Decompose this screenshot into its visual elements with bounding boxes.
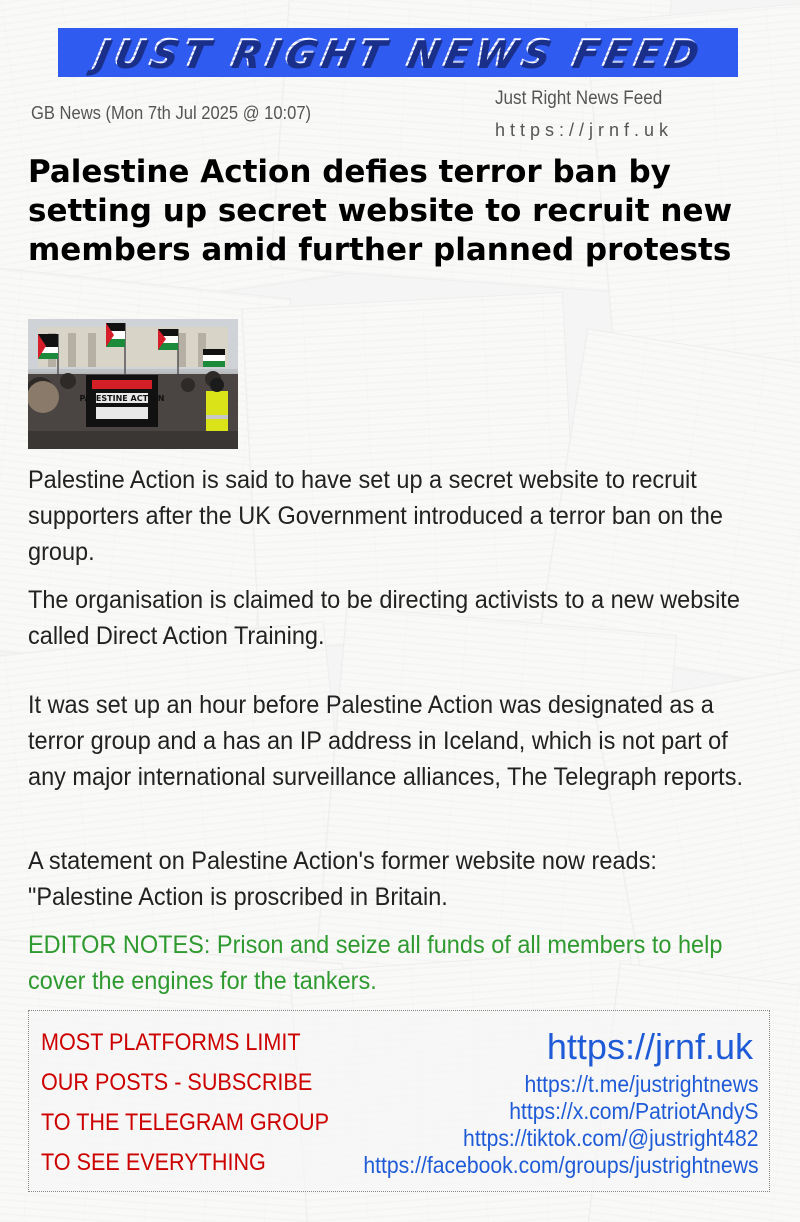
site-banner[interactable] [58, 28, 738, 77]
editor-notes: EDITOR NOTES: Prison and seize all funds of all members to help cover the engines for the tankers. [28, 931, 723, 995]
article-paragraph: It was set up an hour before Palestine Action was designated as a terror group and a has an IP address in Iceland, which is not part of any major international surveillance alliances, The Telegraph reports. [28, 691, 743, 791]
source-and-date: GB News (Mon 7th Jul 2025 @ 10:07) [31, 103, 312, 123]
banner-title: JUST RIGHT NEWS FEED [89, 30, 707, 75]
brand-url[interactable]: https://jrnf.uk [495, 120, 674, 140]
brand-name: Just Right News Feed [495, 88, 663, 109]
article-headline: Palestine Action defies terror ban by setting up secret website to recruit new members amid further planned protests [28, 154, 733, 268]
article-photo [28, 319, 238, 449]
promo-line: TO SEE EVERYTHING [41, 1149, 266, 1176]
promo-line: MOST PLATFORMS LIMIT [41, 1029, 301, 1056]
website-link[interactable]: https://jrnf.uk [546, 1026, 753, 1067]
link-list [329, 1025, 759, 1179]
photo-sign-text: PALESTINE ACTION [79, 394, 165, 403]
article-paragraph: The organisation is claimed to be directing activists to a new website called Direct Action Training. [28, 586, 740, 650]
telegram-link[interactable]: https://t.me/justrightnews [524, 1071, 759, 1097]
facebook-link[interactable]: https://facebook.com/groups/justrightnews [363, 1152, 759, 1178]
promo-line: OUR POSTS - SUBSCRIBE [41, 1069, 313, 1096]
subscribe-message [41, 1023, 361, 1183]
promo-line: TO THE TELEGRAM GROUP [41, 1109, 330, 1136]
tiktok-link[interactable]: https://tiktok.com/@justright482 [463, 1125, 759, 1151]
article-paragraph: A statement on Palestine Action's former website now reads: "Palestine Action is proscribed in Britain. [28, 847, 657, 911]
x-link[interactable]: https://x.com/PatriotAndyS [509, 1098, 759, 1124]
article-paragraph: Palestine Action is said to have set up a secret website to recruit supporters after the UK Government introduced a terror ban on the group. [28, 466, 723, 566]
subscribe-promo-box [28, 1010, 770, 1192]
